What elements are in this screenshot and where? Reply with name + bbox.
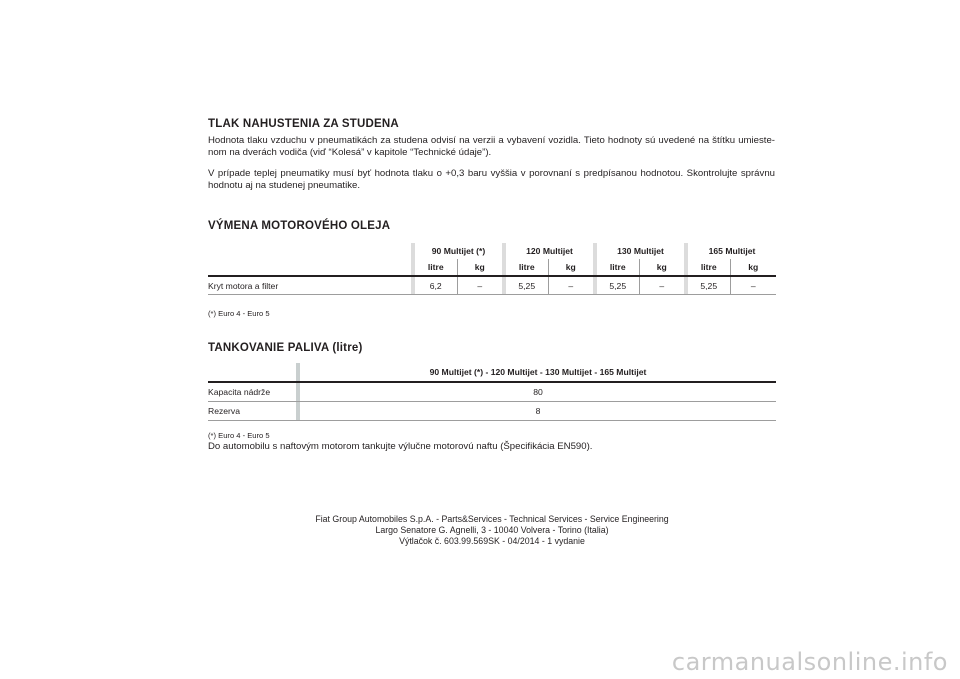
oil-row-label: Kryt motora a filter [208,276,411,295]
oil-engine-header-row [208,243,776,259]
fuel-header-row [208,363,776,382]
unit-litre-1: litre [415,259,457,276]
footer-line-1: Fiat Group Automobiles S.p.A. - Parts&Services - Technical Services - Service Engineering [315,514,669,524]
engine-header-3: 130 Multijet [617,246,664,256]
tire-pressure-title: TLAK NAHUSTENIA ZA STUDENA [208,118,399,130]
fuel-engine-header: 90 Multijet (*) - 120 Multijet - 130 Multijet - 165 Multijet [300,363,776,382]
fuel-row-label: Rezerva [208,402,296,421]
unit-kg-1: kg [457,259,502,276]
fuel-instruction-text: Do automobilu s naftovým motorom tankujte výlučne motorovú naftu (Špecifikácia EN590). [208,441,593,452]
unit-litre-2: litre [506,259,548,276]
footer-line-3: Výtlačok č. 603.99.569SK - 04/2014 - 1 vydanie [399,536,585,546]
publisher-footer [0,514,960,547]
oil-value-kg-4: – [730,276,776,295]
fuel-row [208,382,776,402]
engine-header-1: 90 Multijet (*) [431,246,486,256]
oil-value-kg-3: – [639,276,684,295]
oil-value-kg-2: – [548,276,593,295]
fuel-row-value: 80 [300,382,776,402]
engine-header-2: 120 Multijet [526,246,573,256]
oil-capacity-table [208,243,776,295]
oil-footnote: (*) Euro 4 - Euro 5 [208,309,270,318]
site-watermark: carmanualsonline.info [671,648,948,676]
unit-kg-2: kg [548,259,593,276]
fuel-footnote: (*) Euro 4 - Euro 5 [208,431,270,440]
oil-value-litre-4: 5,25 [688,276,730,295]
unit-litre-3: litre [597,259,639,276]
oil-data-row [208,276,776,295]
fuel-row-value: 8 [300,402,776,421]
oil-value-litre-1: 6,2 [415,276,457,295]
tire-pressure-paragraph-2: V prípade teplej pneumatiky musí byť hodnota tlaku o +0,3 baru vyššia v porovnaní s predpísanou hodnotou. Skontrolujte správnu hodnotu aj na studenej pneumatike. [208,168,775,191]
oil-change-title: VÝMENA MOTOROVÉHO OLEJA [208,220,391,232]
unit-kg-3: kg [639,259,684,276]
fuel-capacity-table [208,363,776,421]
fuel-row [208,402,776,421]
fuel-title: TANKOVANIE PALIVA (litre) [208,342,363,354]
unit-litre-4: litre [688,259,730,276]
oil-value-litre-3: 5,25 [597,276,639,295]
footer-line-2: Largo Senatore G. Agnelli, 3 - 10040 Volvera - Torino (Italia) [375,525,609,535]
fuel-row-label: Kapacita nádrže [208,382,296,402]
oil-unit-header-row [208,259,776,276]
engine-header-4: 165 Multijet [708,246,756,256]
oil-value-litre-2: 5,25 [506,276,548,295]
oil-value-kg-1: – [457,276,502,295]
unit-kg-4: kg [730,259,776,276]
tire-pressure-paragraph-1: Hodnota tlaku vzduchu v pneumatikách za studena odvisí na verzii a vybavení vozidla. Tieto hodnoty sú uvedené na štítku umieste-nom na dverách vodiča (viď “Kolesá” v kapitole “Technické údaje”). [208,135,775,158]
